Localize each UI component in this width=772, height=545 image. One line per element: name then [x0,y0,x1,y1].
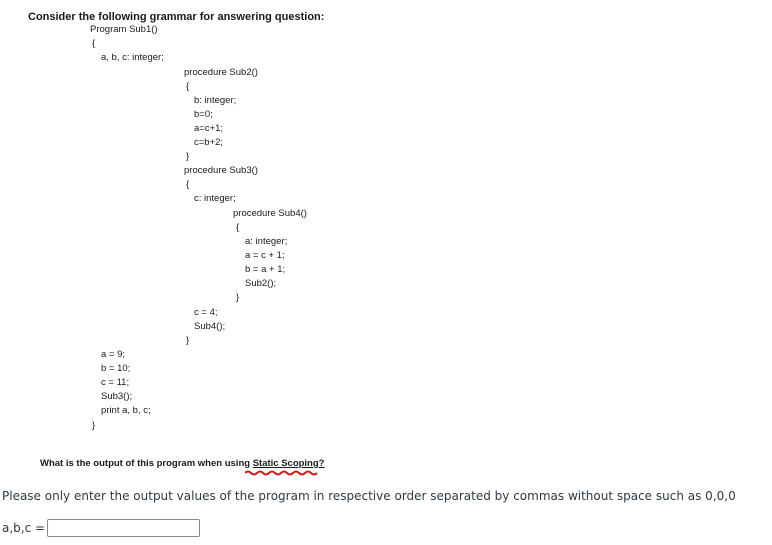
figure-heading: Consider the following grammar for answering question: [28,11,325,23]
answer-row [2,517,200,539]
code-line: Program Sub1() [90,24,158,35]
code-line: } [186,151,190,162]
code-line: Sub2(); [245,278,277,289]
code-line: procedure Sub3() [184,165,258,176]
code-line: Sub3(); [101,391,133,402]
code-line: } [186,335,190,346]
code-line: { [92,38,96,49]
code-line: { [236,222,240,233]
code-line: procedure Sub4() [233,208,307,219]
code-line: b = 10; [101,363,131,374]
static-scoping-text: Static Scoping? [252,458,325,469]
code-line: c=b+2; [194,137,224,148]
code-line: a, b, c: integer; [101,52,164,63]
code-line: { [186,179,190,190]
code-line: print a, b, c; [101,405,151,416]
code-line: a: integer; [245,236,288,247]
code-line: Sub4(); [194,321,226,332]
question-prefix: What is the output of this program when using [40,458,253,469]
code-line: c = 11; [101,377,130,388]
code-line: c: integer; [194,193,236,204]
code-line: b=0; [194,109,213,120]
code-line: } [236,292,240,303]
code-line: a = 9; [101,349,126,360]
code-line: c = 4; [194,307,218,318]
code-line: procedure Sub2() [184,67,258,78]
code-line: a=c+1; [194,123,224,134]
answer-input[interactable] [47,519,200,537]
code-line: b: integer; [194,95,237,106]
question-text [40,458,324,469]
code-line: a = c + 1; [245,250,285,261]
code-line: } [92,420,96,431]
code-line: { [186,81,190,92]
answer-label: a,b,c = [2,521,46,535]
instruction-text: Please only enter the output values of the program in respective order separated by commas without space such as 0,0,0 [2,489,736,503]
spellcheck-underline-icon [245,470,320,476]
code-line: b = a + 1; [245,264,286,275]
